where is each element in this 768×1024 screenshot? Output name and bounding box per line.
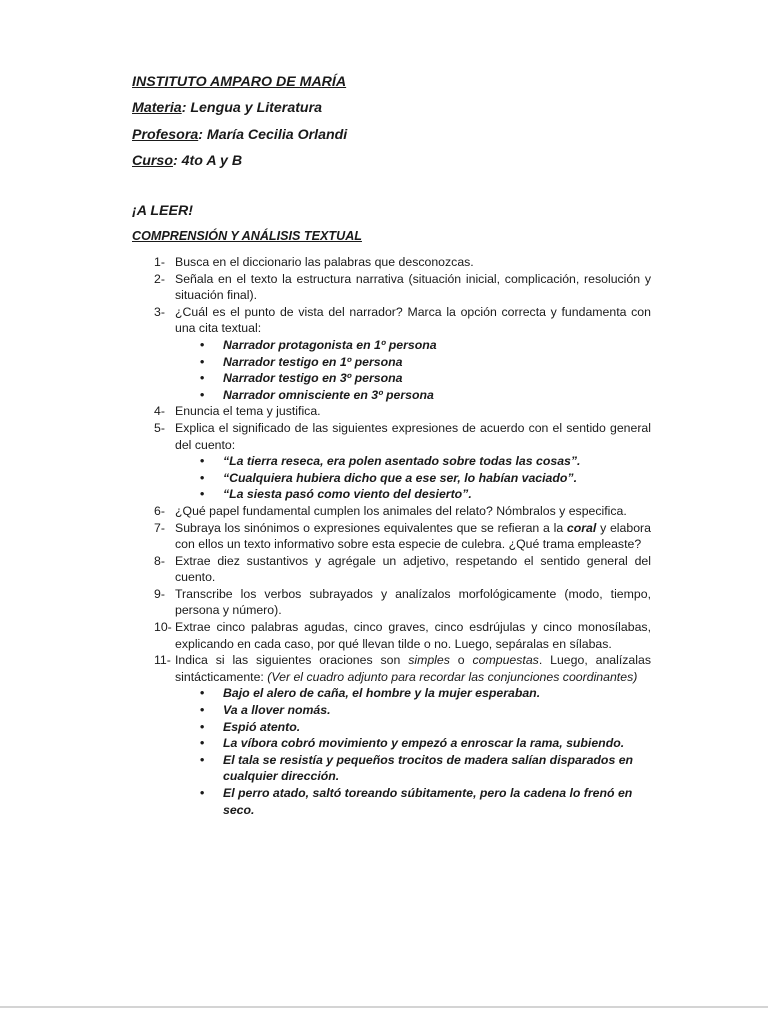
question-number: 11- — [154, 653, 171, 668]
question-list — [154, 254, 651, 818]
expression-list — [154, 453, 651, 503]
question-9 — [154, 586, 651, 619]
list-item: • Va a llover nomás. — [200, 702, 651, 719]
list-item: • “Cualquiera hubiera dicho que a ese ser, lo habían vaciado”. — [200, 470, 651, 487]
coral-keyword: coral — [566, 520, 597, 535]
question-text: Señala en el texto la estructura narrativa (situación inicial, complicación, resolución y situación final). — [175, 271, 651, 303]
question-6 — [154, 503, 651, 520]
list-item: • Narrador testigo en 1º persona — [200, 354, 651, 371]
list-item: • Narrador omnisciente en 3º persona — [200, 387, 651, 404]
question-text: ¿Cuál es el punto de vista del narrador? Marca la opción correcta y fundamenta con una cita textual: — [175, 304, 651, 336]
teacher-line — [132, 125, 347, 151]
question-4 — [154, 403, 651, 420]
narrator-options — [154, 337, 651, 403]
course-line — [132, 151, 347, 177]
worksheet-header — [132, 72, 347, 177]
page-bottom-divider — [0, 1006, 768, 1008]
question-text: Extrae cinco palabras agudas, cinco graves, cinco esdrújulas y cinco monosílabas, explicando en cada caso, por qué llevan tilde o no. Luego, sepáralas en sílabas. — [175, 620, 651, 651]
list-item: • “La tierra reseca, era polen asentado sobre todas las cosas”. — [200, 453, 651, 470]
question-number: 1- — [154, 255, 165, 269]
list-item: • La víbora cobró movimiento y empezó a enroscar la rama, subiendo. — [200, 735, 651, 752]
section-title: COMPRENSIÓN Y ANÁLISIS TEXTUAL — [132, 229, 362, 243]
question-11 — [154, 652, 651, 685]
table-reference-note: (Ver el cuadro adjunto para recordar las conjunciones coordinantes) — [267, 669, 638, 684]
course-label: Curso — [132, 152, 173, 169]
question-text: Explica el significado de las siguientes expresiones de acuerdo con el sentido general del cuento: — [175, 420, 651, 452]
question-5 — [154, 420, 651, 453]
question-2 — [154, 271, 651, 304]
subject-label: Materia — [132, 100, 182, 117]
list-item: • El perro atado, saltó toreando súbitamente, pero la cadena lo frenó en seco. — [200, 785, 651, 818]
list-item: • Narrador testigo en 3º persona — [200, 370, 651, 387]
question-text: Subraya los sinónimos o expresiones equivalentes que se refieran a la coral y elabora con ellos un texto informativo sobre esta especie de culebra. ¿Qué trama empleaste? — [175, 520, 651, 552]
reading-heading: ¡A LEER! — [132, 203, 193, 219]
question-number: 5- — [154, 420, 165, 435]
list-item: • Bajo el alero de caña, el hombre y la mujer esperaban. — [200, 685, 651, 702]
question-text: Transcribe los verbos subrayados y analízalos morfológicamente (modo, tiempo, persona y número). — [175, 586, 651, 618]
question-number: 3- — [154, 304, 165, 319]
question-number: 10- — [154, 620, 172, 635]
list-item: • Narrador protagonista en 1º persona — [200, 337, 651, 354]
question-number: 9- — [154, 586, 165, 601]
question-7 — [154, 520, 651, 553]
question-number: 7- — [154, 520, 165, 535]
question-text: Enuncia el tema y justifica. — [175, 404, 321, 419]
list-item: • “La siesta pasó como viento del desierto”. — [200, 486, 651, 503]
question-10 — [154, 619, 651, 652]
subject-value: : Lengua y Literatura — [181, 100, 323, 117]
question-text: ¿Qué papel fundamental cumplen los animales del relato? Nómbralos y especifica. — [175, 503, 627, 518]
question-8 — [154, 553, 651, 586]
sentence-list — [154, 685, 651, 818]
question-number: 2- — [154, 271, 165, 286]
question-1 — [154, 254, 651, 271]
teacher-label: Profesora — [132, 126, 199, 143]
subject-line — [132, 98, 347, 124]
question-text: Indica si las siguientes oraciones son simples o compuestas. Luego, analízalas sintácticamente: (Ver el cuadro adjunto para recordar las conjunciones coordinantes) — [175, 653, 651, 684]
list-item: • Espió atento. — [200, 719, 651, 736]
question-3 — [154, 304, 651, 337]
question-number: 4- — [154, 404, 165, 419]
institute-name: INSTITUTO AMPARO DE MARÍA — [132, 74, 347, 90]
question-number: 8- — [154, 553, 165, 568]
list-item: • El tala se resistía y pequeños trocitos de madera salían disparados en cualquier dirección. — [200, 752, 651, 785]
question-text: Busca en el diccionario las palabras que desconozcas. — [175, 255, 474, 269]
course-value: : 4to A y B — [173, 152, 243, 169]
question-text: Extrae diez sustantivos y agrégale un adjetivo, respetando el sentido general del cuento. — [175, 553, 651, 585]
teacher-value: : María Cecilia Orlandi — [198, 126, 348, 143]
question-number: 6- — [154, 503, 165, 518]
